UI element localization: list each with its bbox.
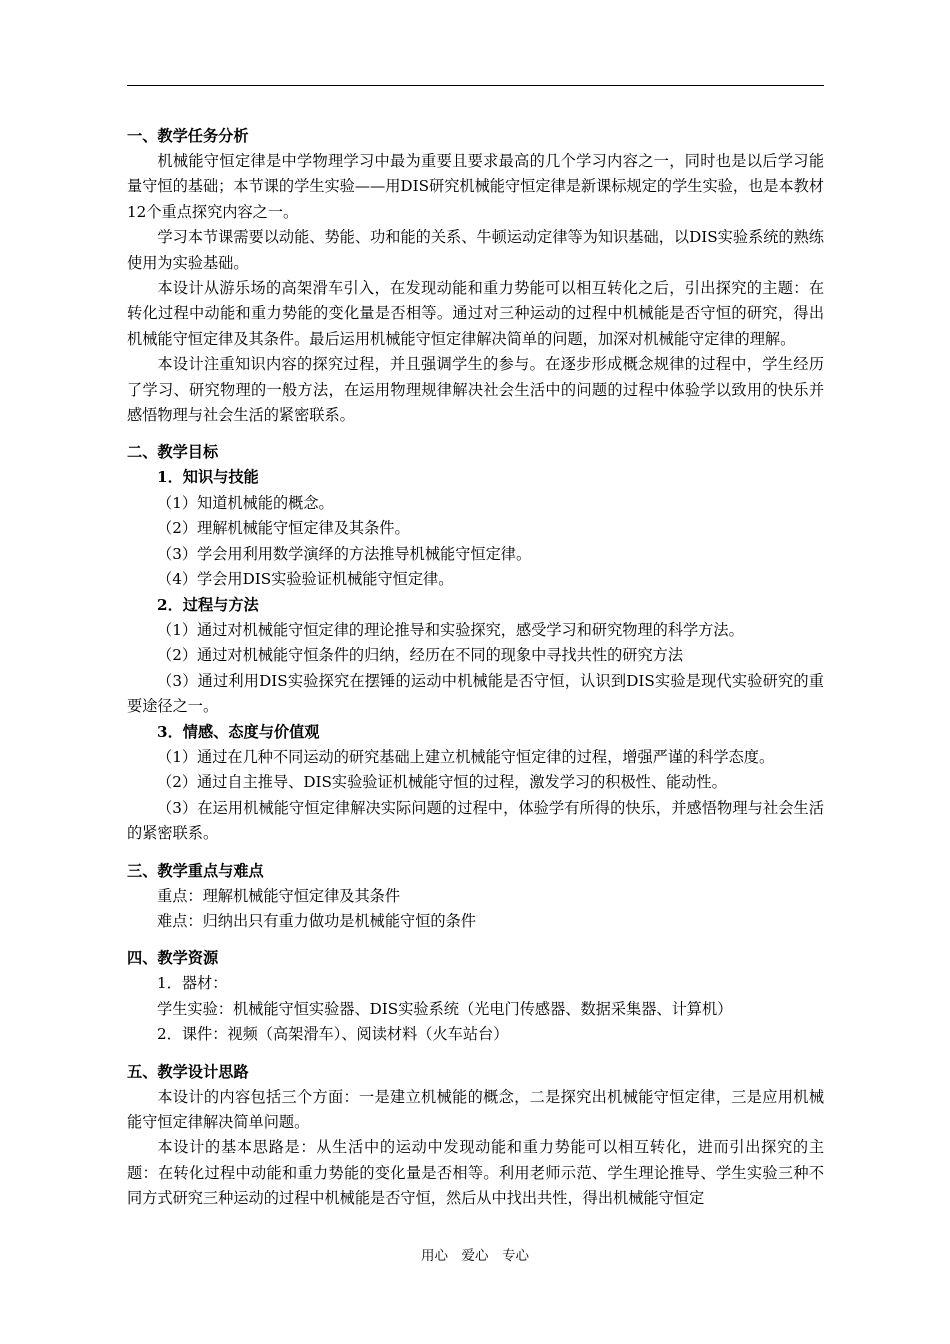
list-item: （1）通过对机械能守恒定律的理论推导和实验探究，感受学习和研究物理的科学方法。	[157, 620, 744, 639]
resource-line: 2．课件：视频（高架滑车）、阅读材料（火车站台）	[157, 1025, 509, 1044]
resource-line: 1．器材：	[157, 974, 228, 993]
header-rule	[127, 85, 824, 86]
key-point-line: 重点：理解机械能守恒定律及其条件	[157, 886, 400, 905]
resource-line: 学生实验：机械能守恒实验器、DIS实验系统（光电门传感器、数据采集器、计算机）	[157, 999, 733, 1018]
subsection-title: 3．情感、态度与价值观	[157, 722, 320, 741]
section-heading: 五、教学设计思路	[127, 1062, 249, 1081]
page-footer: 用心 爱心 专心	[421, 1248, 529, 1264]
section-heading: 三、教学重点与难点	[127, 861, 264, 880]
document-body	[127, 124, 824, 1212]
list-item: （4）学会用DIS实验验证机械能守恒定律。	[157, 570, 454, 589]
section-teaching-goals	[127, 440, 824, 846]
list-item: （1）知道机械能的概念。	[157, 493, 334, 512]
list-item: （2）通过自主推导、DIS实验验证机械能守恒的过程，激发学习的积极性、能动性。	[157, 773, 727, 792]
paragraph: 机械能守恒定律是中学物理学习中最为重要且要求最高的几个学习内容之一，同时也是以后学习能量守恒的基础；本节课的学生实验——用DIS研究机械能守恒定律是新课标规定的学生实验，也是本教材12个重点探究内容之一。	[127, 152, 824, 221]
section-heading: 一、教学任务分析	[127, 127, 249, 145]
section-task-analysis	[127, 124, 824, 428]
list-item: （3）在运用机械能守恒定律解决实际问题的过程中，体验学有所得的快乐，并感悟物理与社会生活的紧密联系。	[127, 798, 824, 843]
list-item: （3）通过利用DIS实验探究在摆锤的运动中机械能是否守恒，认识到DIS实验是现代实验研究的重要途径之一。	[127, 671, 824, 716]
paragraph: 本设计的内容包括三个方面：一是建立机械能的概念，二是探究出机械能守恒定律，三是应用机械能守恒定律解决简单问题。	[127, 1087, 824, 1131]
section-heading: 二、教学目标	[127, 443, 219, 462]
list-item: （3）学会用利用数学演绎的方法推导机械能守恒定律。	[157, 544, 532, 563]
section-resources	[127, 946, 824, 1047]
section-key-points	[127, 859, 824, 935]
list-item: （1）通过在几种不同运动的研究基础上建立机械能守恒定律的过程，增强严谨的科学态度。	[157, 747, 775, 766]
paragraph: 本设计的基本思路是：从生活中的运动中发现动能和重力势能可以相互转化，进而引出探究的主题：在转化过程中动能和重力势能的变化量是否相等。利用老师示范、学生理论推导、学生实验三种不同方式研究三种运动的过程中机械能是否守恒，然后从中找出共性，得出机械能守恒定	[127, 1138, 824, 1208]
subsection-title: 1．知识与技能	[157, 468, 259, 487]
subsection-title: 2．过程与方法	[157, 595, 259, 614]
paragraph: 学习本节课需要以动能、势能、功和能的关系、牛顿运动定律等为知识基础，以DIS实验系统的熟练使用为实验基础。	[127, 228, 824, 272]
paragraph: 本设计从游乐场的高架滑车引入，在发现动能和重力势能可以相互转化之后，引出探究的主题：在转化过程中动能和重力势能的变化量是否相等。通过对三种运动的过程中机械能是否守恒的研究，得出机械能守恒定律及其条件。最后运用机械能守恒定律解决简单的问题，加深对机械能守定律的理解。	[127, 279, 824, 348]
difficulty-line: 难点：归纳出只有重力做功是机械能守恒的条件	[157, 911, 476, 930]
section-heading: 四、教学资源	[127, 949, 219, 968]
list-item: （2）通过对机械能守恒条件的归纳，经历在不同的现象中寻找共性的研究方法	[157, 646, 684, 665]
section-design-ideas	[127, 1060, 824, 1212]
list-item: （2）理解机械能守恒定律及其条件。	[157, 519, 410, 538]
paragraph: 本设计注重知识内容的探究过程，并且强调学生的参与。在逐步形成概念规律的过程中，学生经历了学习、研究物理的一般方法，在运用物理规律解决社会生活中的问题的过程中体验学以致用的快乐并感悟物理与社会生活的紧密联系。	[127, 355, 824, 425]
